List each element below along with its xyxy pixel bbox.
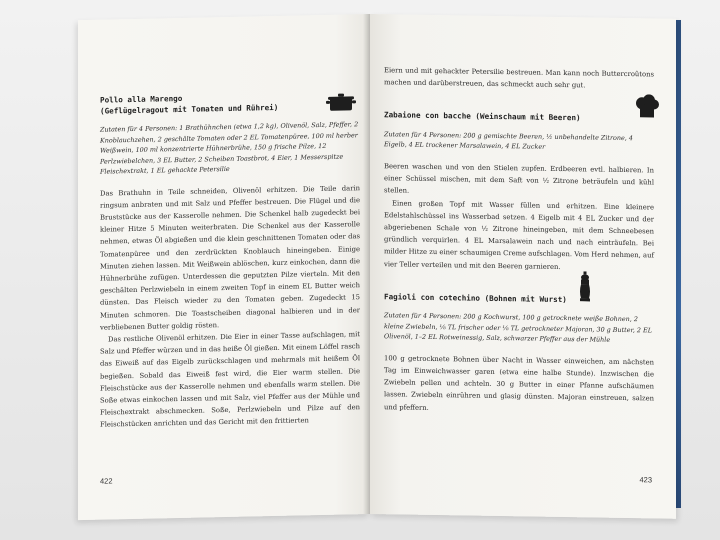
paragraph: Das Brathuhn in Teile schneiden, Olivenöl erhitzen. Die Teile darin ringsum anbraten und mit Salz und Pfeffer bestreuen. Die Flügel und die Bruststücke aus der Kasserolle nehmen. Die Schenkel halb zugedeckt bei kleiner Hitze 5 Minuten weiterbraten. Die Schenkel aus der Kasserolle nehmen, etwas Öl abgießen und die klein geschnittenen Tomaten oder das Tomatenpüree und den zerdrückten Knoblauch hineingeben. Einige Minuten ziehen lassen. Mit Weißwein ablöschen, kurz einkochen, dann die Hühnerbrühe zufügen. Unterdessen die geputzten Pilze vierteln. Mit den geschälten Perlzwiebeln in einem zweiten Topf in einem EL Butter weich dünsten. Das Fleisch wieder zu den Tomaten geben. Zugedeckt 15 Minuten schmoren. Die Toastscheiben diagonal halbieren und in der verbliebenen Butter goldig rösten. [100,183,360,332]
instructions-fagioli [384,352,654,417]
left-page [78,14,370,520]
open-book [60,14,680,520]
paragraph: Einen großen Topf mit Wasser füllen und erhitzen. Eine kleinere Edelstahlschüssel ins Wasserbad setzen. 4 Eigelb mit 4 EL Zucker und der abgeriebenen Schale von ½ Zitrone hineingeben, mit dem Schneebesen gründlich verquirlen. 4 EL Marsalawein nach und nach einträufeln. Bei milder Hitze zu einer schaumigen Creme aufschlagen. Vom Herd nehmen, auf vier Teller verteilen und mit den Beeren garnieren. [384,198,654,271]
page-number-right: 423 [639,475,652,485]
recipe-title: Pollo alla Marengo [100,93,183,105]
ingredients-fagioli: Zutaten für 4 Personen: 200 g Kochwurst, 100 g getrocknete weiße Bohnen, 2 kleine Zwiebeln, ⅛ TL frischer oder ⅛ TL getrockneter Majoran, 30 g Butter, 2 EL Olivenöl, 1–2 EL Rotweinessig, Salz, schwarzer Pfeffer aus der Mühle [384,311,652,345]
paragraph: Eiern und mit gehackter Petersilie bestreuen. Man kann noch Buttercroûtons machen und darüberstreuen, das schmeckt auch sehr gut. [384,66,654,90]
chef-hat-icon [634,95,660,123]
paragraph: 100 g getrocknete Bohnen über Nacht in Wasser einweichen, am nächsten Tag im Einweichwasser garen (etwa eine halbe Stunde). Inzwischen die Zwiebeln pellen und achteln. 30 g Butter in einer Pfanne aufschäumen lassen. Zwiebeln einrühren und glasig dünsten. Majoran einstreuen, salzen und pfeffern. [384,353,654,412]
paragraph: Das restliche Olivenöl erhitzen. Die Eier in einer Tasse aufschlagen, mit Salz und Pfeffer würzen und in das heiße Öl gießen. Mit einem Löffel rasch das Eiweiß auf das Eigelb zurückschlagen und mehrmals mit heißem Öl begießen. Sobald das Eiweiß fest wird, die Eier warm stellen. Die Fleischstücke aus der Kasserolle nehmen und ebenfalls warm stellen. Die Soße etwas einkochen lassen und mit Salz, viel Pfeffer aus der Mühle und Fleischextrakt abschmecken. Soße, Perlzwiebeln und Pilze auf den Fleischstücken anrichten und das Gericht mit den frittierten [100,330,360,430]
page-number-left: 422 [100,476,113,486]
continuation-text [384,64,654,93]
cooking-pot-icon [326,92,356,117]
pepper-mill-icon [578,271,592,305]
ingredients-pollo: Zutaten für 4 Personen: 1 Brathühnchen (etwa 1,2 kg), Olivenöl, Salz, Pfeffer, 2 Knoblauchzehen, 2 geschälte Tomaten oder 2 EL Tomatenpüree, 100 ml herber Weißwein, 100 ml konzentrierte Hühnerbrühe, 150 g frische Pilze, 12 Perlzwiebelchen, 3 EL Butter, 2 Scheiben Toastbrot, 4 Eier, 1 Messerspitze Fleischextrakt, 1 EL gehackte Petersilie [100,120,359,176]
right-page [370,14,676,519]
recipe-title: Fagioli con cotechino (Bohnen mit Wurst) [384,291,567,304]
instructions-pollo [100,182,360,432]
recipe-header-pollo [100,90,360,116]
instructions-zabaione [384,160,654,274]
paragraph: Beeren waschen und von den Stielen zupfen. Erdbeeren evtl. halbieren. In einer Schüssel mischen, mit dem Saft von ½ Zitrone beträufeln und kühl stellen. [384,162,654,195]
recipe-fagioli [384,292,654,417]
recipe-title: Zabaione con bacche (Weinschaum mit Beeren) [384,110,581,123]
book-cover-edge [676,20,681,508]
recipe-subtitle: (Geflügelragout mit Tomaten und Rührei) [100,102,279,116]
recipe-zabaione [384,111,654,275]
ingredients-zabaione: Zutaten für 4 Personen: 200 g gemischte Beeren, ½ unbehandelte Zitrone, 4 Eigelb, 4 EL trockener Marsalawein, 4 EL Zucker [384,130,633,152]
